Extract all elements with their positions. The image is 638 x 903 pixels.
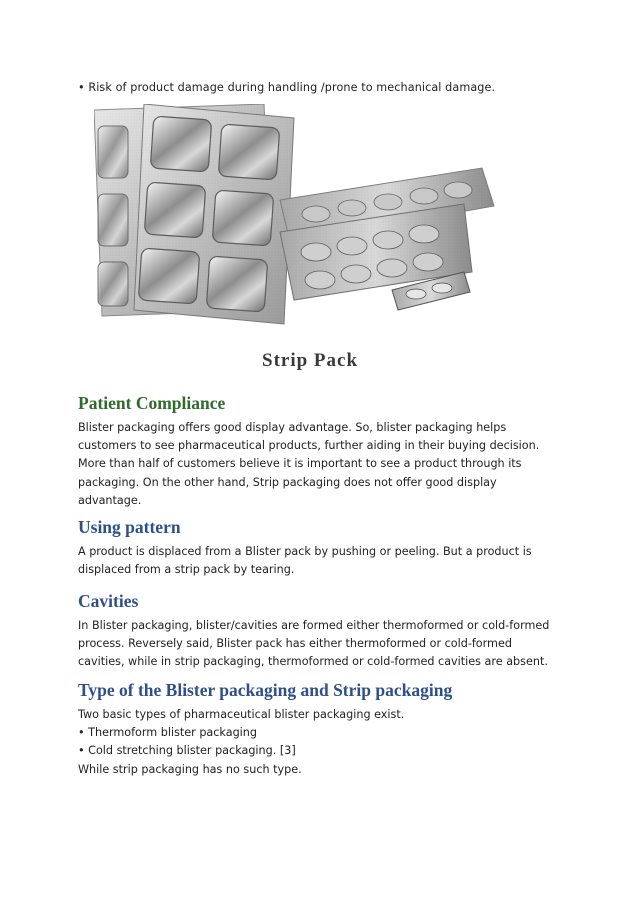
paragraph-line: • Thermoform blister packaging [78, 726, 257, 740]
paragraph-line: • Cold stretching blister packaging. [3] [78, 744, 296, 758]
paragraph-line: More than half of customers believe it is important to see a product through its [78, 457, 522, 471]
paragraph-line: packaging. On the other hand, Strip packaging does not offer good display [78, 475, 497, 489]
paragraph-line: While strip packaging has no such type. [78, 762, 302, 776]
paragraph-line: displaced from a strip pack by tearing. [78, 563, 295, 577]
paragraph-line: In Blister packaging, blister/cavities are formed either thermoformed or cold-formed [78, 619, 550, 632]
section-types [78, 680, 568, 779]
paragraph-line: process. Reversely said, Blister pack has either thermoformed or cold-formed [78, 637, 512, 651]
paragraph-line: customers to see pharmaceutical products, further aiding in their buying decision. [78, 439, 540, 453]
paragraph-line: advantage. [78, 493, 142, 507]
paragraph-line: cavities, while in strip packaging, thermoformed or cold-formed cavities are absent. [78, 655, 548, 669]
section-cavities [78, 591, 568, 672]
strip-pack-illustration [94, 104, 504, 376]
section-heading: Cavities [78, 591, 139, 611]
figure-caption: Strip Pack [262, 350, 359, 371]
paragraph-line: Blister packaging offers good display advantage. So, blister packaging helps [78, 421, 507, 434]
section-patient-compliance [78, 393, 568, 510]
blister-pockets-left [98, 116, 280, 312]
section-heading: Type of the Blister packaging and Strip packaging [78, 680, 453, 700]
paragraph-line: A product is displaced from a Blister pack by pushing or peeling. But a product is [78, 545, 532, 558]
section-heading: Using pattern [78, 517, 181, 537]
paragraph-line: Two basic types of pharmaceutical blister packaging exist. [78, 708, 405, 721]
intro-bullet: • Risk of product damage during handling /prone to mechanical damage. [78, 81, 496, 94]
section-heading: Patient Compliance [78, 393, 226, 413]
section-using-pattern [78, 517, 568, 579]
